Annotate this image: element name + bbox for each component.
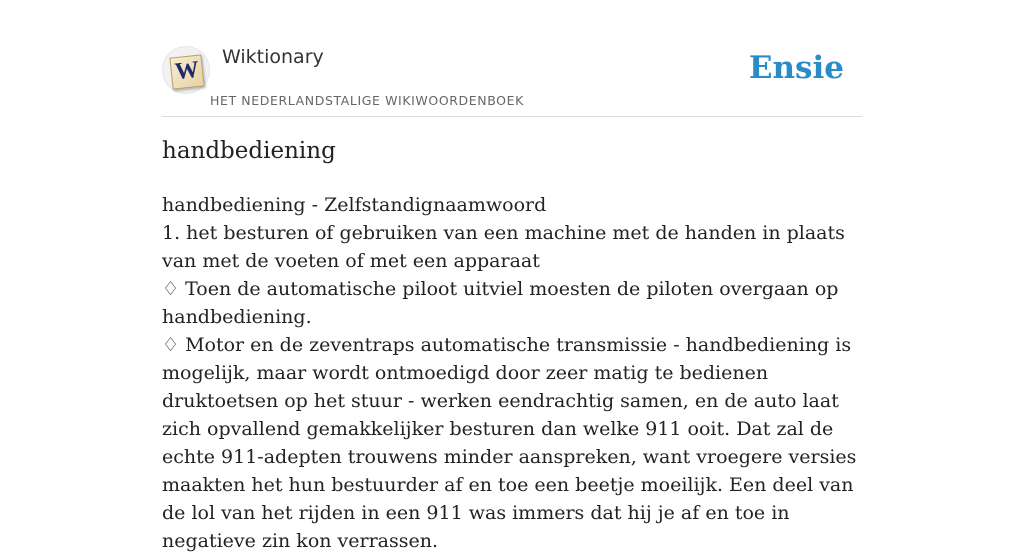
logo-tile xyxy=(169,54,204,89)
example-sentence: ♢ Motor en de zeventraps automatische transmissie - handbediening is mogelijk, maar wordt ontmoedigd door zeer matig te bedienen druktoetsen op het stuur - werken eendrachtig samen, en de auto laat zich opvallend gemakkelijker besturen dan welke 911 ooit. Dat zal de echte 911-adepten trouwens minder aanspreken, want vroegere versies maakten het hun bestuurder af en toe een beetje moeilijk. Een deel van de lol van het rijden in een 911 was immers dat hij je af en toe in negatieve zin kon verrassen. xyxy=(162,334,857,552)
ensie-brand-logo[interactable]: Ensie xyxy=(748,50,844,86)
entry-body xyxy=(162,191,862,555)
example-sentence: ♢ Toen de automatische piloot uitviel moesten de piloten overgaan op handbediening. xyxy=(162,278,839,328)
definition: 1. het besturen of gebruiken van een machine met de handen in plaats van met de voeten of met een apparaat xyxy=(162,222,845,272)
page-title: handbediening xyxy=(162,138,336,164)
site-title[interactable]: Wiktionary xyxy=(222,46,324,68)
part-of-speech-line: handbediening - Zelfstandignaamwoord xyxy=(162,194,547,216)
site-subtitle: HET NEDERLANDSTALIGE WIKIWOORDENBOEK xyxy=(210,93,524,108)
wiktionary-logo-icon[interactable] xyxy=(162,46,210,94)
logo-letter: W xyxy=(173,56,201,86)
site-header xyxy=(162,40,862,117)
